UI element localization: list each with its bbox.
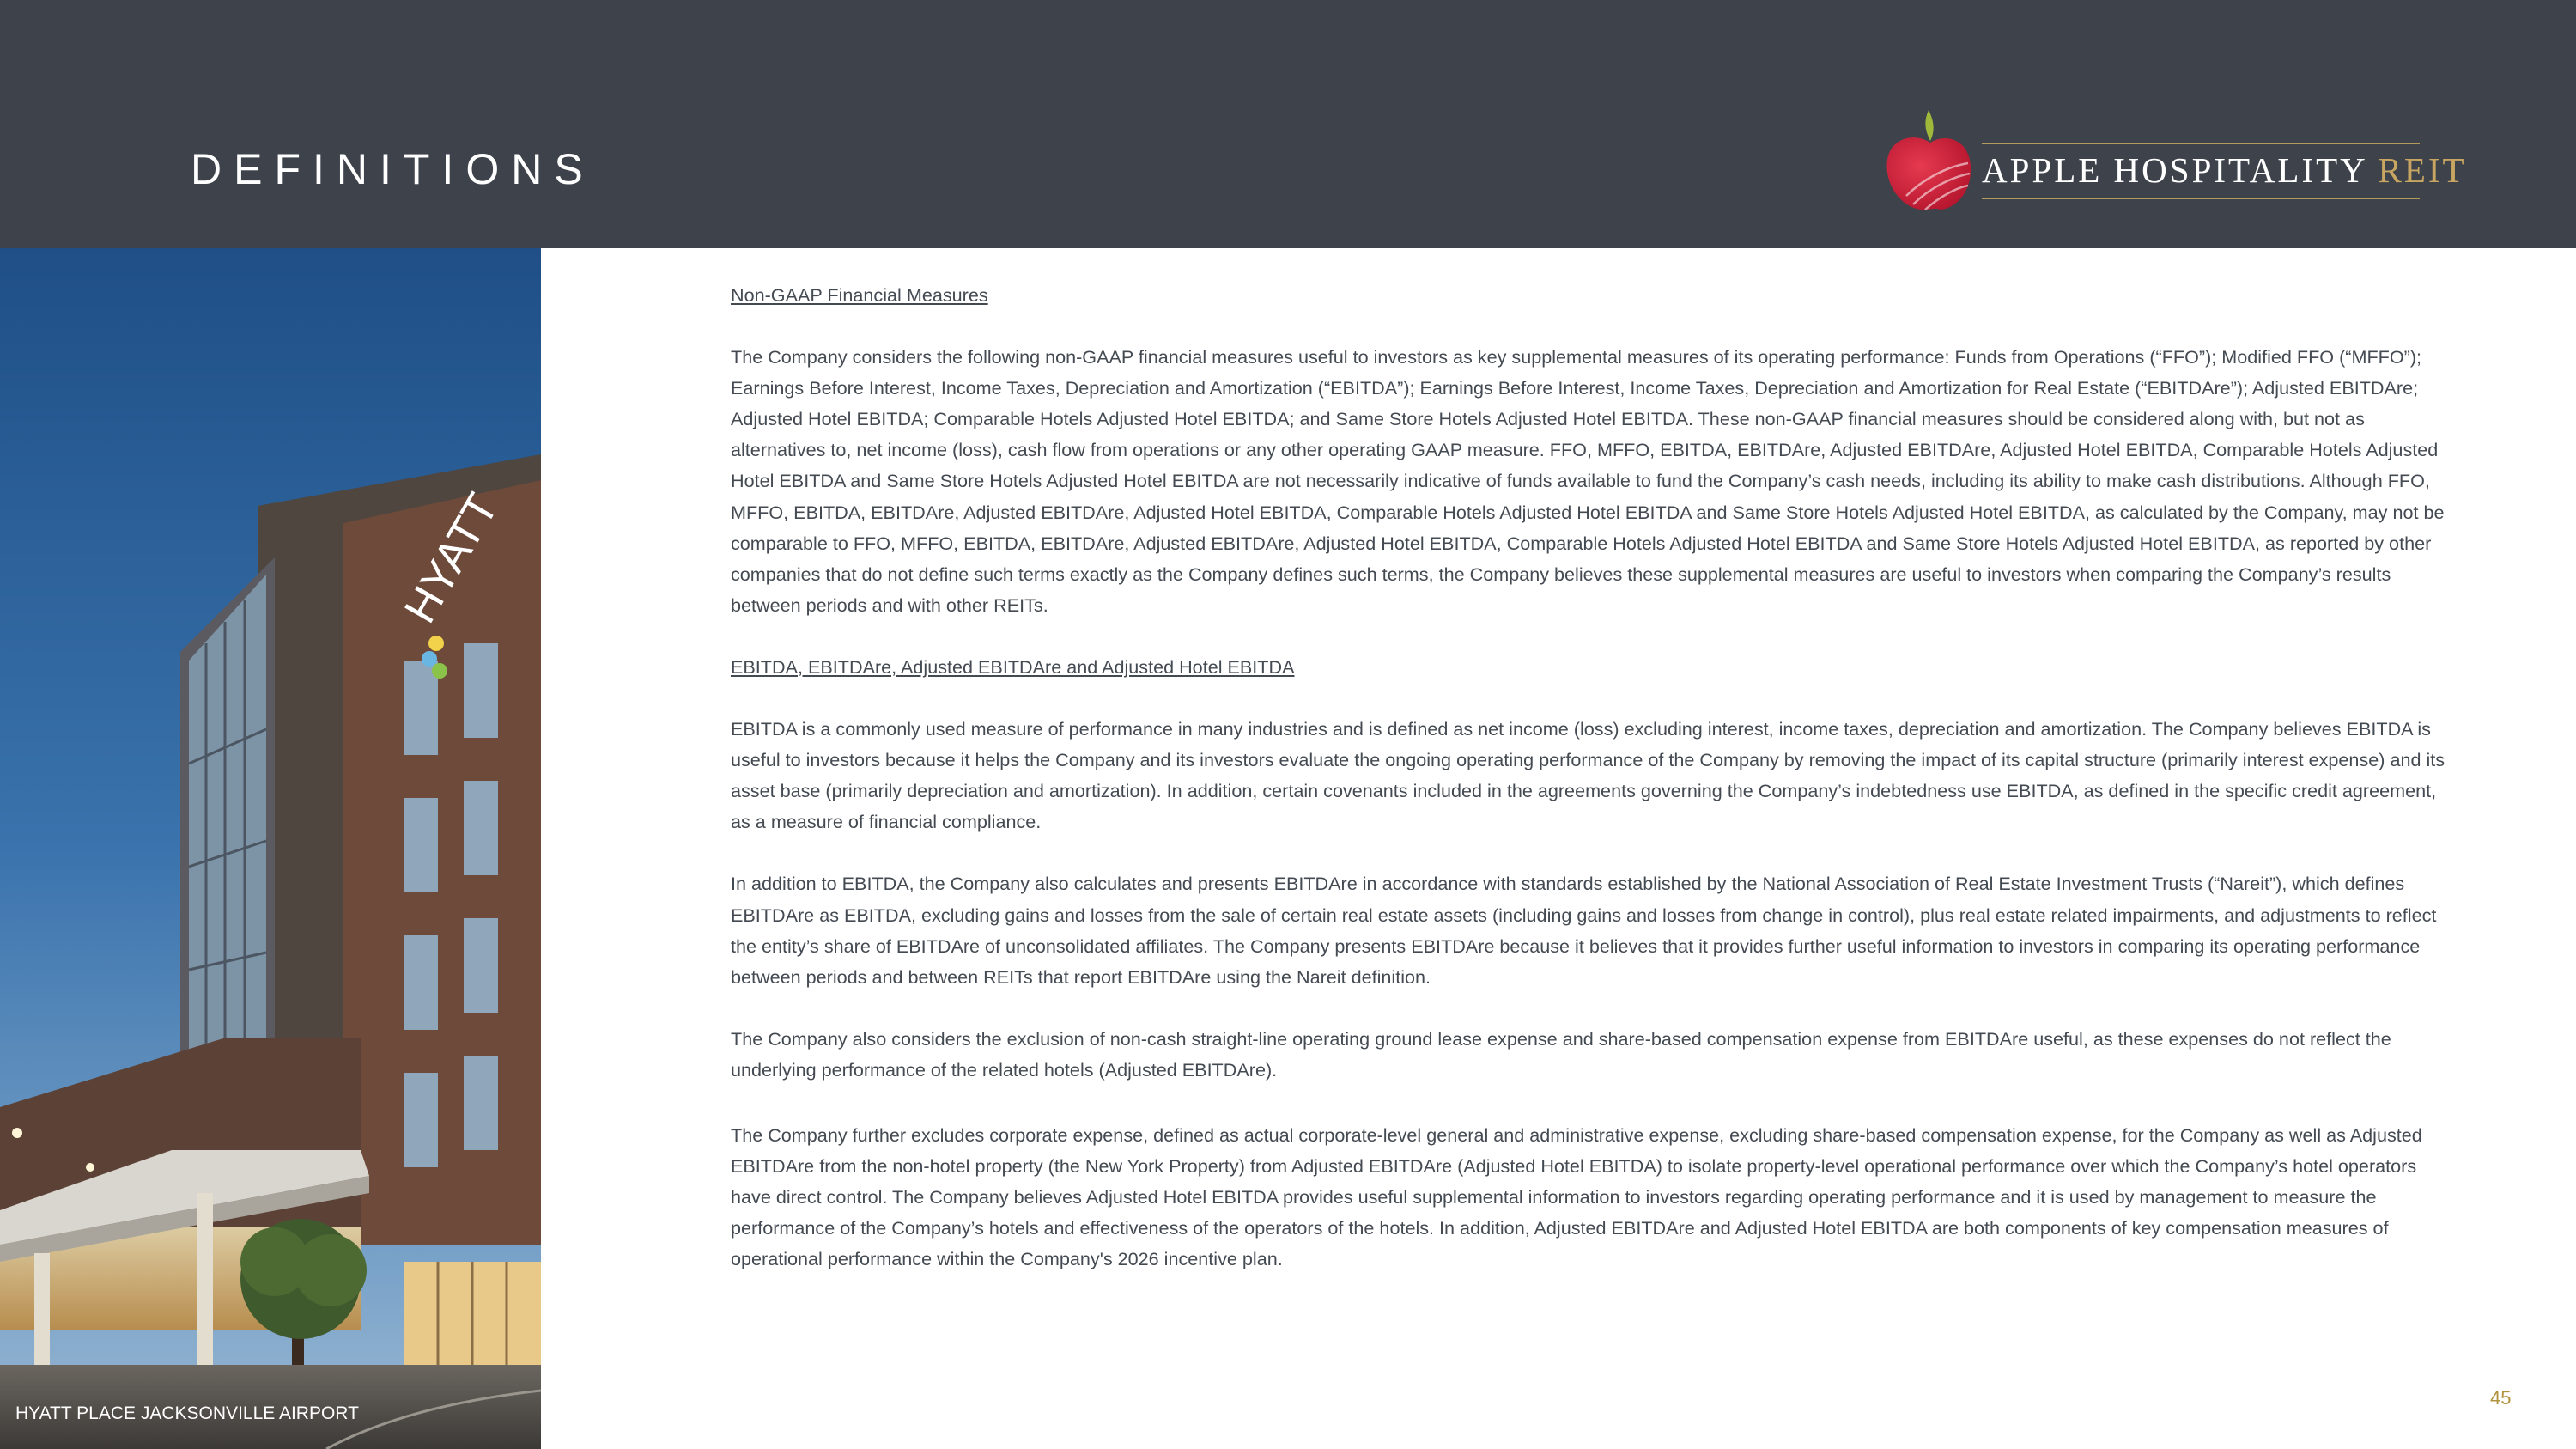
logo-wordmark: [1982, 149, 2467, 191]
header-bar: [0, 0, 2576, 248]
paragraph-non-gaap: The Company considers the following non-GAAP financial measures useful to investors as key supplemental measures of its operating performance: Funds from Operations (“FFO”); Modified FFO (“MFFO”); Earnings Before Interest, Income Taxes, Depreciation and Amortization (“EBITDA”); Earnings Before Interest, Income Taxes, Depreciation and Amortization for Real Estate (“EBITDAre”); Adjusted EBITDAre; Adjusted Hotel EBITDA; Comparable Hotels Adjusted Hotel EBITDA; and Same Store Hotels Adjusted Hotel EBITDA. These non-GAAP financial measures should be considered along with, but not as alternatives to, net income (loss), cash flow from operations or any other operating GAAP measure. FFO, MFFO, EBITDA, EBITDAre, Adjusted EBITDAre, Adjusted Hotel EBITDA, Comparable Hotels Adjusted Hotel EBITDA and Same Store Hotels Adjusted Hotel EBITDA are not necessarily indicative of funds available to fund the Company’s cash needs, including its ability to make cash distributions. Although FFO, MFFO, EBITDA, EBITDAre, Adjusted EBITDAre, Adjusted Hotel EBITDA, Comparable Hotels Adjusted Hotel EBITDA and Same Store Hotels Adjusted Hotel EBITDA, as calculated by the Company, may not be comparable to FFO, MFFO, EBITDA, EBITDAre, Adjusted EBITDAre, Adjusted Hotel EBITDA, Comparable Hotels Adjusted Hotel EBITDA and Same Store Hotels Adjusted Hotel EBITDA, as reported by other companies that do not define such terms exactly as the Company defines such terms, the Company believes these supplemental measures are useful to investors when comparing the Company’s results between periods and with other REITs.: [731, 346, 2445, 616]
photo-caption: HYATT PLACE JACKSONVILLE AIRPORT: [15, 1403, 359, 1423]
definitions-content: [731, 280, 2448, 1275]
hyatt-sign: HYATT: [395, 485, 508, 631]
paragraph-ebitda: EBITDA is a commonly used measure of performance in many industries and is defined as net income (loss) excluding interest, income taxes, depreciation and amortization. The Company believes EBITDA is useful to investors because it helps the Company and its investors evaluate the ongoing operating performance of the Company by removing the impact of its capital structure (primarily interest expense) and its asset base (primarily depreciation and amortization). In addition, certain covenants included in the agreements governing the Company’s indebtedness use EBITDA, as defined in the specific credit agreement, as a measure of financial compliance.: [731, 718, 2445, 833]
page-title: DEFINITIONS: [191, 145, 595, 193]
logo-top-rule: [1982, 143, 2420, 144]
hotel-photo: [0, 248, 541, 1449]
logo-bottom-rule: [1982, 198, 2420, 199]
logo-name: APPLE HOSPITALITY: [1982, 150, 2367, 190]
section-heading-ebitda: EBITDA, EBITDAre, Adjusted EBITDAre and Adjusted Hotel EBITDA: [731, 655, 1295, 678]
paragraph-adjusted-hotel-ebitda: The Company further excludes corporate expense, defined as actual corporate-level general and administrative expense, excluding share-based compensation expense, for the Company as well as Adjusted EBITDAre from the non-hotel property (the New York Property) from Adjusted EBITDAre (Adjusted Hotel EBITDA) to isolate property-level operational performance over which the Company’s hotel operators have direct control. The Company believes Adjusted Hotel EBITDA provides useful supplemental information to investors regarding operating performance and it is used by management to measure the performance of the Company’s hotels and effectiveness of the operators of the hotels. In addition, Adjusted EBITDAre and Adjusted Hotel EBITDA are both components of key compensation measures of operational performance within the Company's 2026 incentive plan.: [731, 1123, 2422, 1270]
logo-reit: REIT: [2378, 150, 2467, 190]
section-heading-non-gaap: Non-GAAP Financial Measures: [731, 284, 988, 306]
paragraph-ebitdare: In addition to EBITDA, the Company also calculates and presents EBITDAre in accordance with standards established by the National Association of Real Estate Investment Trusts (“Nareit”), which defines EBITDAre as EBITDA, excluding gains and losses from the sale of certain real estate assets (including gains and losses from change in control), plus real estate related impairments, and adjustments to reflect the entity’s share of EBITDAre of unconsolidated affiliates. The Company presents EBITDAre because it believes that it provides further useful information to investors in comparing its operating performance between periods and between REITs that report EBITDAre using the Nareit definition.: [731, 873, 2437, 988]
page-number: 45: [2490, 1387, 2512, 1409]
paragraph-adjusted-ebitdare: The Company also considers the exclusion of non-cash straight-line operating ground lease expense and share-based compensation expense from EBITDAre useful, as these expenses do not reflect the underlying performance of the related hotels (Adjusted EBITDAre).: [731, 1027, 2391, 1081]
